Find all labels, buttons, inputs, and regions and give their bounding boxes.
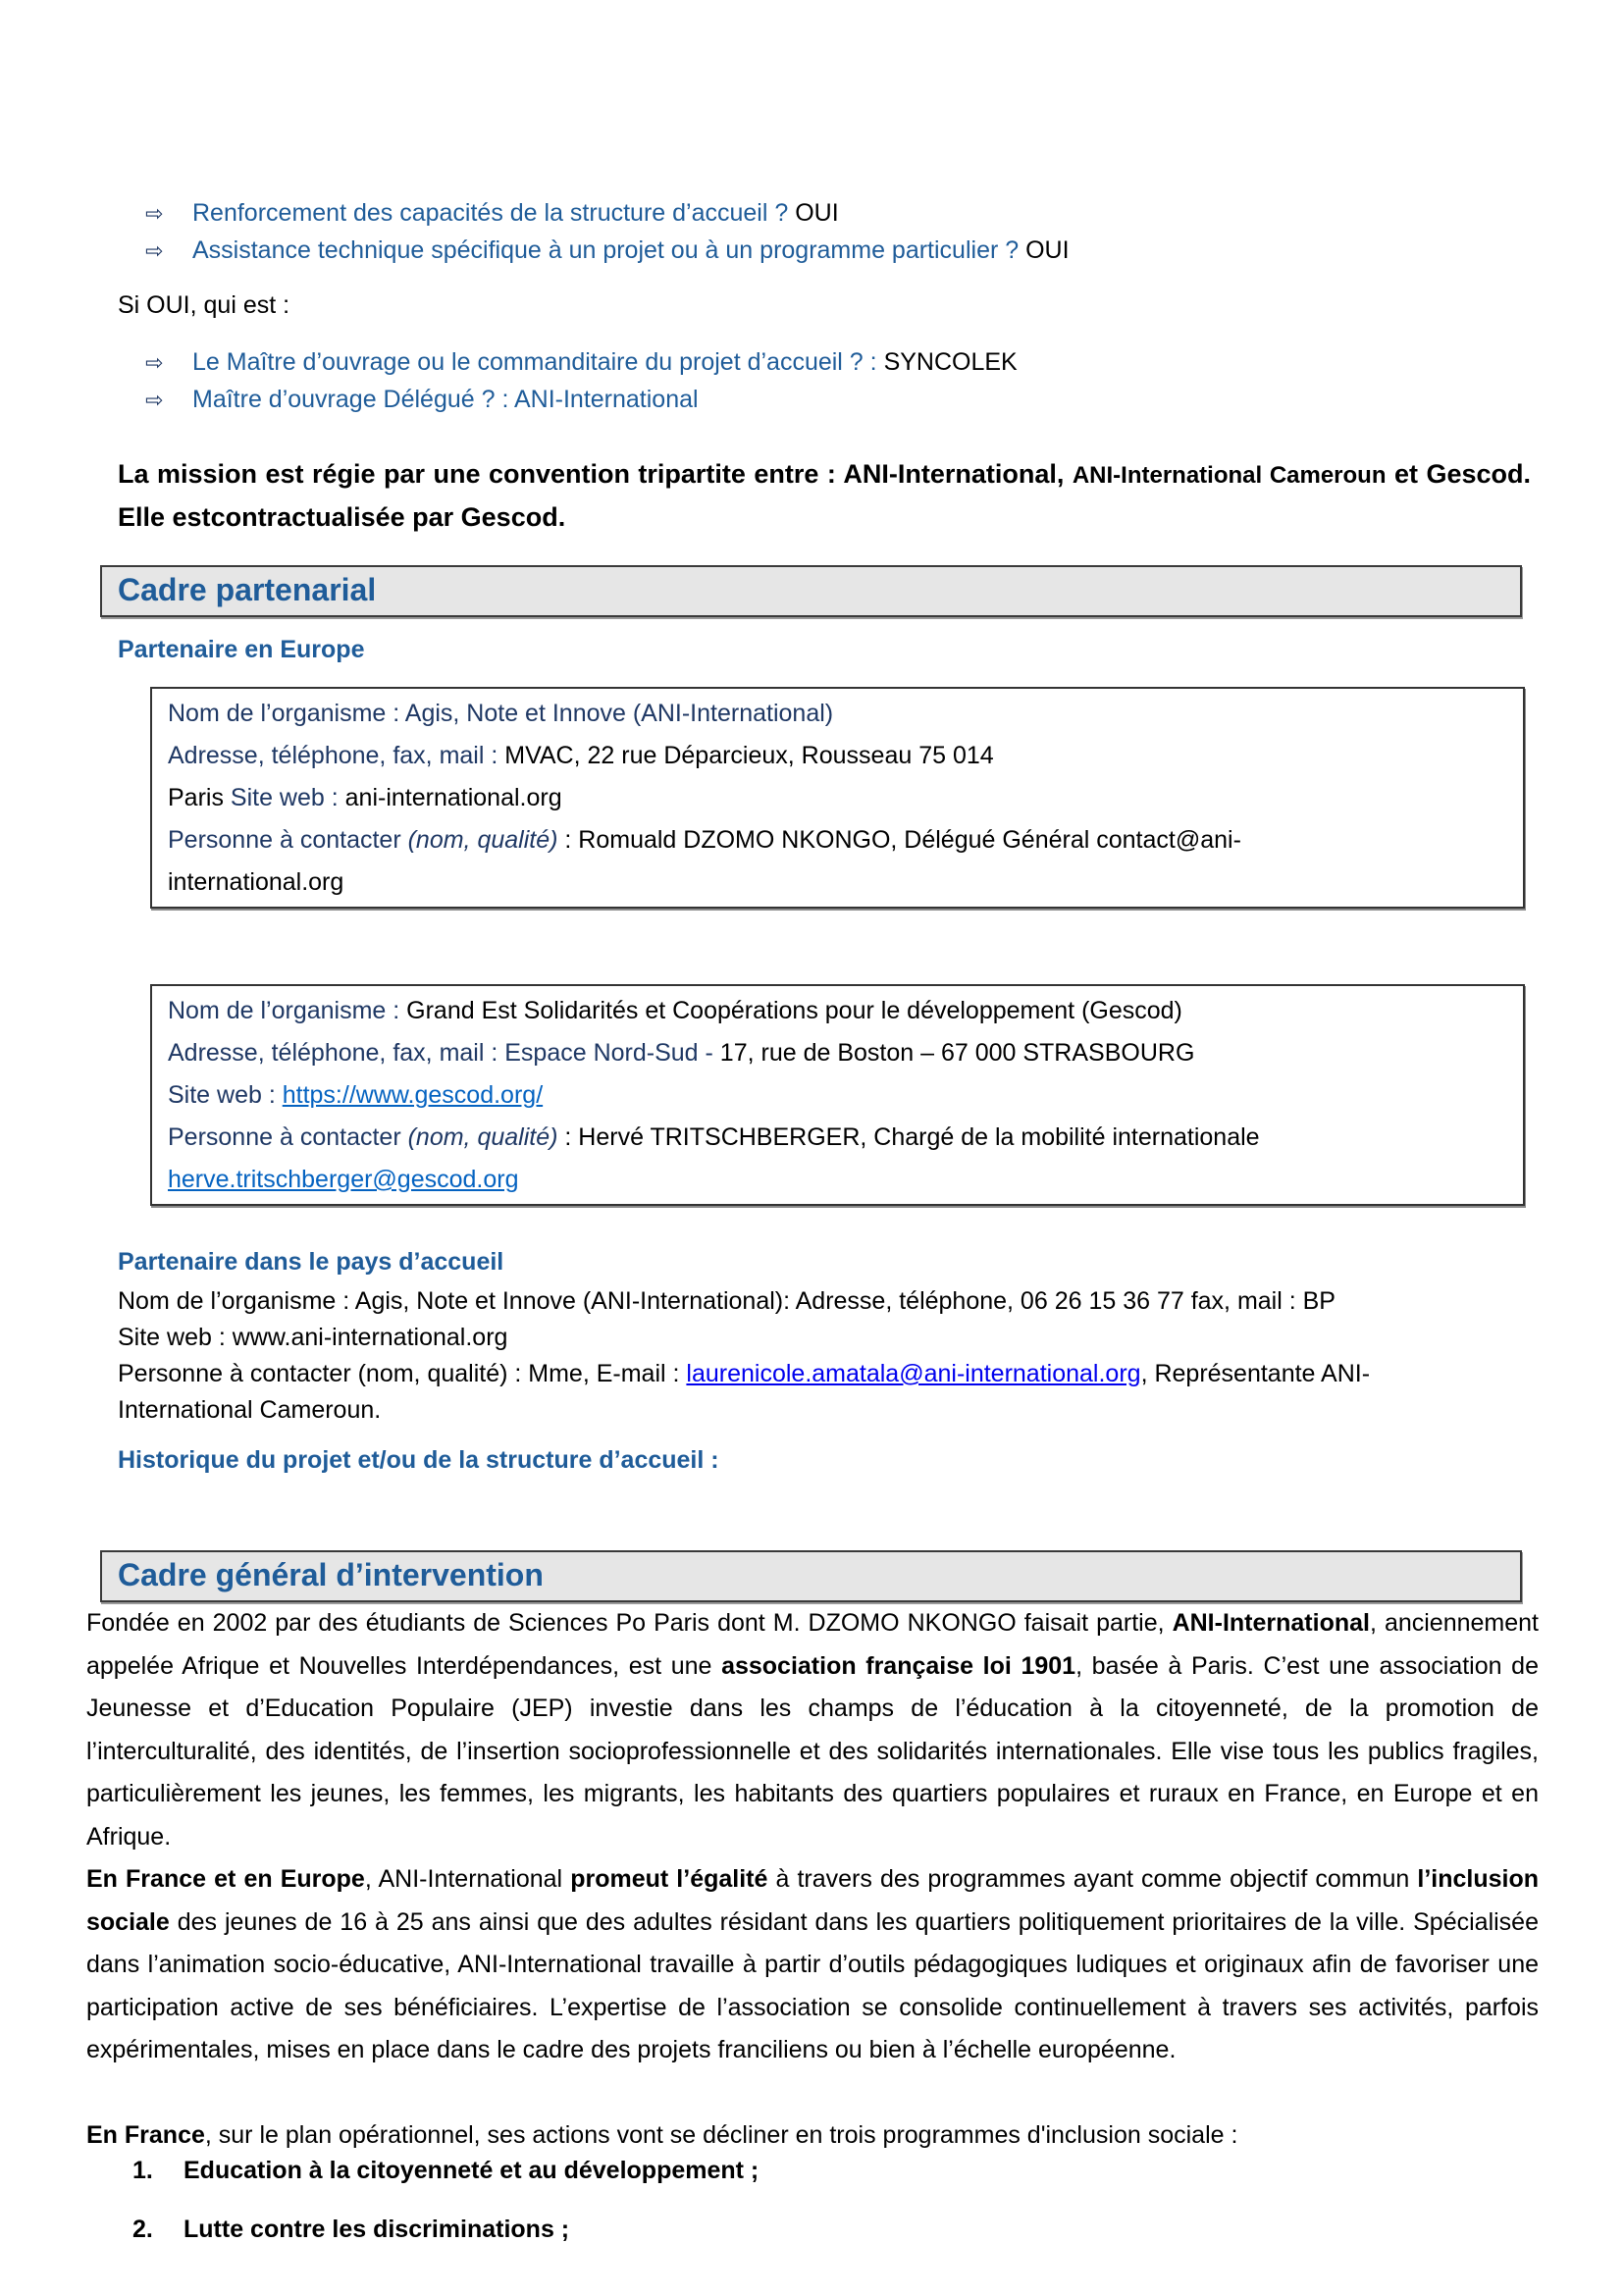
- paragraph-france: En France, sur le plan opérationnel, ses actions vont se décliner en trois programmes d'inclusion sociale :: [86, 2121, 1238, 2149]
- host-partner-details: [118, 1283, 1541, 1429]
- arrow-right-icon: ⇨: [145, 238, 164, 263]
- subheading-partenaire-accueil: Partenaire dans le pays d’accueil: [118, 1248, 504, 1276]
- gescod-email-link[interactable]: herve.tritschberger@gescod.org: [168, 1166, 519, 1193]
- section-title: Cadre général d’intervention: [118, 1557, 544, 1592]
- host-contact-line: Personne à contacter (nom, qualité) : Mme, E-mail : laurenicole.amatala@ani-international.org, Représentante ANI-: [118, 1360, 1371, 1387]
- organisme-name: Nom de l’organisme : Agis, Note et Innove (ANI-International): [168, 700, 834, 727]
- organisme-contact: Personne à contacter (nom, qualité) : Romuald DZOMO NKONGO, Délégué Général contact@ani-: [168, 826, 1241, 854]
- subheading-partenaire-europe: Partenaire en Europe: [118, 636, 365, 663]
- gescod-website-link[interactable]: https://www.gescod.org/: [282, 1081, 544, 1109]
- section-title: Cadre partenarial: [118, 572, 377, 607]
- organisme-address: Adresse, téléphone, fax, mail : MVAC, 22 rue Déparcieux, Rousseau 75 014: [168, 742, 994, 769]
- paragraph-france-europe: En France et en Europe, ANI-International promeut l’égalité à travers des programmes ayant comme objectif commun l’inclusion sociale des jeunes de 16 à 25 ans ainsi que des adultes résidant dans les quartiers politiquement prioritaires de la ville. Spécialisée dans l’animation socio-éducative, ANI-International travaille à partir d’outils pédagogiques ludiques et originaux afin de favoriser une participation active de ses bénéficiaires. L’expertise de l’association se consolide continuellement à travers ses activités, parfois expérimentales, mises en place dans le cadre des projets franciliens ou bien à l’échelle européenne.: [86, 1865, 1539, 2063]
- host-email-link[interactable]: laurenicole.amatala@ani-international.org: [686, 1360, 1141, 1387]
- programme-item: 2. Lutte contre les discriminations ;: [132, 2216, 570, 2243]
- partner-box-gescod: [150, 984, 1525, 1206]
- organisme-website: Site web : https://www.gescod.org/: [168, 1081, 544, 1109]
- paragraph-fondation: Fondée en 2002 par des étudiants de Sciences Po Paris dont M. DZOMO NKONGO faisait partie, ANI-International, anciennement appelée Afrique et Nouvelles Interdépendances, est une association française loi 1901, basée à Paris. C’est une association de Jeunesse et d’Education Populaire (JEP) investie dans les champs de l’éducation à la citoyenneté, de la promotion de l’interculturalité, des identités, de l’insertion socioprofessionnelle et des solidarités internationales. Elle vise tous les publics fragiles, particulièrement les jeunes, les femmes, les migrants, les habitants des quartiers populaires et ruraux en France, en Europe et en Afrique.: [86, 1609, 1540, 1851]
- organisme-website: Paris Site web : ani-international.org: [168, 784, 562, 811]
- organisme-contact-email: [168, 1159, 1523, 1201]
- arrow-right-icon: ⇨: [145, 201, 164, 226]
- organisme-contact-cont: international.org: [168, 868, 344, 896]
- host-website-line: Site web : www.ani-international.org: [118, 1324, 508, 1351]
- si-oui-label: Si OUI, qui est :: [118, 291, 290, 319]
- host-contact-line-cont: International Cameroun.: [118, 1396, 382, 1424]
- arrow-right-icon: ⇨: [145, 350, 164, 375]
- organisme-name: Nom de l’organisme : Grand Est Solidarités et Coopérations pour le développement (Gescod): [168, 997, 1182, 1024]
- mission-statement: La mission est régie par une convention tripartite entre : ANI-International, ANI-International Cameroun et Gescod. Elle estcontractualisée par Gescod.: [118, 459, 1532, 532]
- host-organisme-line: Nom de l’organisme : Agis, Note et Innove (ANI-International): Adresse, téléphone, 06 26 15 36 77 fax, mail : BP: [118, 1287, 1336, 1315]
- programme-item: 1. Education à la citoyenneté et au développement ;: [132, 2157, 760, 2184]
- arrow-right-icon: ⇨: [145, 388, 164, 412]
- list-item: ⇨ Le Maître d’ouvrage ou le commanditaire du projet d’accueil ? : SYNCOLEK: [145, 343, 1018, 382]
- section-heading-partenarial: [100, 565, 1522, 617]
- subheading-historique: Historique du projet et/ou de la structure d’accueil :: [118, 1446, 719, 1474]
- list-item: ⇨ Maître d’ouvrage Délégué ? : ANI-International: [145, 381, 699, 419]
- organisme-address: Adresse, téléphone, fax, mail : Espace Nord-Sud - 17, rue de Boston – 67 000 STRASBOURG: [168, 1039, 1195, 1067]
- list-item: ⇨ Renforcement des capacités de la structure d’accueil ? OUI: [145, 194, 839, 233]
- section-heading-general: [100, 1550, 1522, 1602]
- partner-box-ani: [150, 687, 1525, 909]
- list-item: ⇨ Assistance technique spécifique à un projet ou à un programme particulier ? OUI: [145, 232, 1070, 270]
- organisme-contact: Personne à contacter (nom, qualité) : Hervé TRITSCHBERGER, Chargé de la mobilité internationale: [168, 1123, 1260, 1151]
